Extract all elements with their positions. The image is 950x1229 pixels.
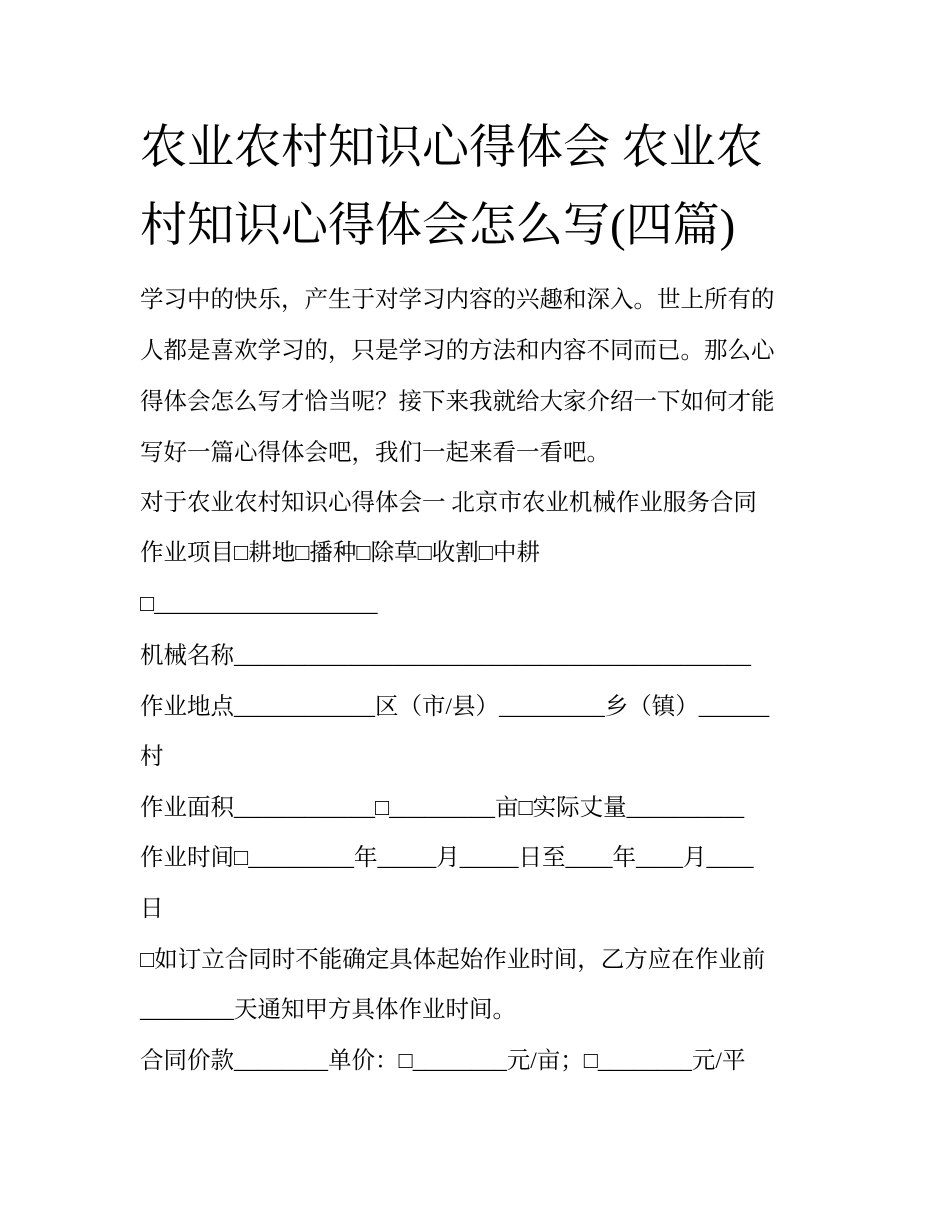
- intro-paragraph-line: 学习中的快乐，产生于对学习内容的兴趣和深入。世上所有的: [140, 287, 775, 313]
- intro-paragraph-line: 得体会怎么写才恰当呢？接下来我就给大家介绍一下如何才能: [140, 389, 775, 415]
- section-heading: 对于农业农村知识心得体会一 北京市农业机械作业服务合同: [140, 490, 757, 516]
- contract-field-machine-name: 机械名称____________________________________________: [140, 643, 751, 669]
- contract-field-price: 合同价款________单价：□________元/亩；□________元/平: [140, 1048, 746, 1074]
- contract-field-work-items: 作业项目□耕地□播种□除草□收割□中耕: [140, 540, 540, 566]
- contract-field-time: 作业时间□_________年_____月_____日至____年____月____: [140, 845, 754, 871]
- contract-field-location: 作业地点____________区（市/县）_________乡（镇）______: [140, 694, 770, 720]
- contract-clause-start-time: □如订立合同时不能确定具体起始作业时间，乙方应在作业前: [140, 947, 766, 973]
- contract-field-other-item: □___________________: [140, 591, 378, 617]
- intro-paragraph-line: 写好一篇心得体会吧，我们一起来看一看吧。: [140, 440, 610, 466]
- contract-field-location-cont: 村: [140, 744, 164, 770]
- intro-paragraph-line: 人都是喜欢学习的，只是学习的方法和内容不同而已。那么心: [140, 338, 775, 364]
- contract-field-time-cont: 日: [140, 896, 164, 922]
- contract-field-area: 作业面积____________□_________亩□实际丈量__________: [140, 795, 745, 821]
- contract-clause-start-time-cont: ________天通知甲方具体作业时间。: [140, 997, 516, 1023]
- document-title-line-1: 农业农村知识心得体会 农业农: [140, 122, 763, 174]
- document-title-line-2: 村知识心得体会怎么写(四篇): [140, 200, 736, 252]
